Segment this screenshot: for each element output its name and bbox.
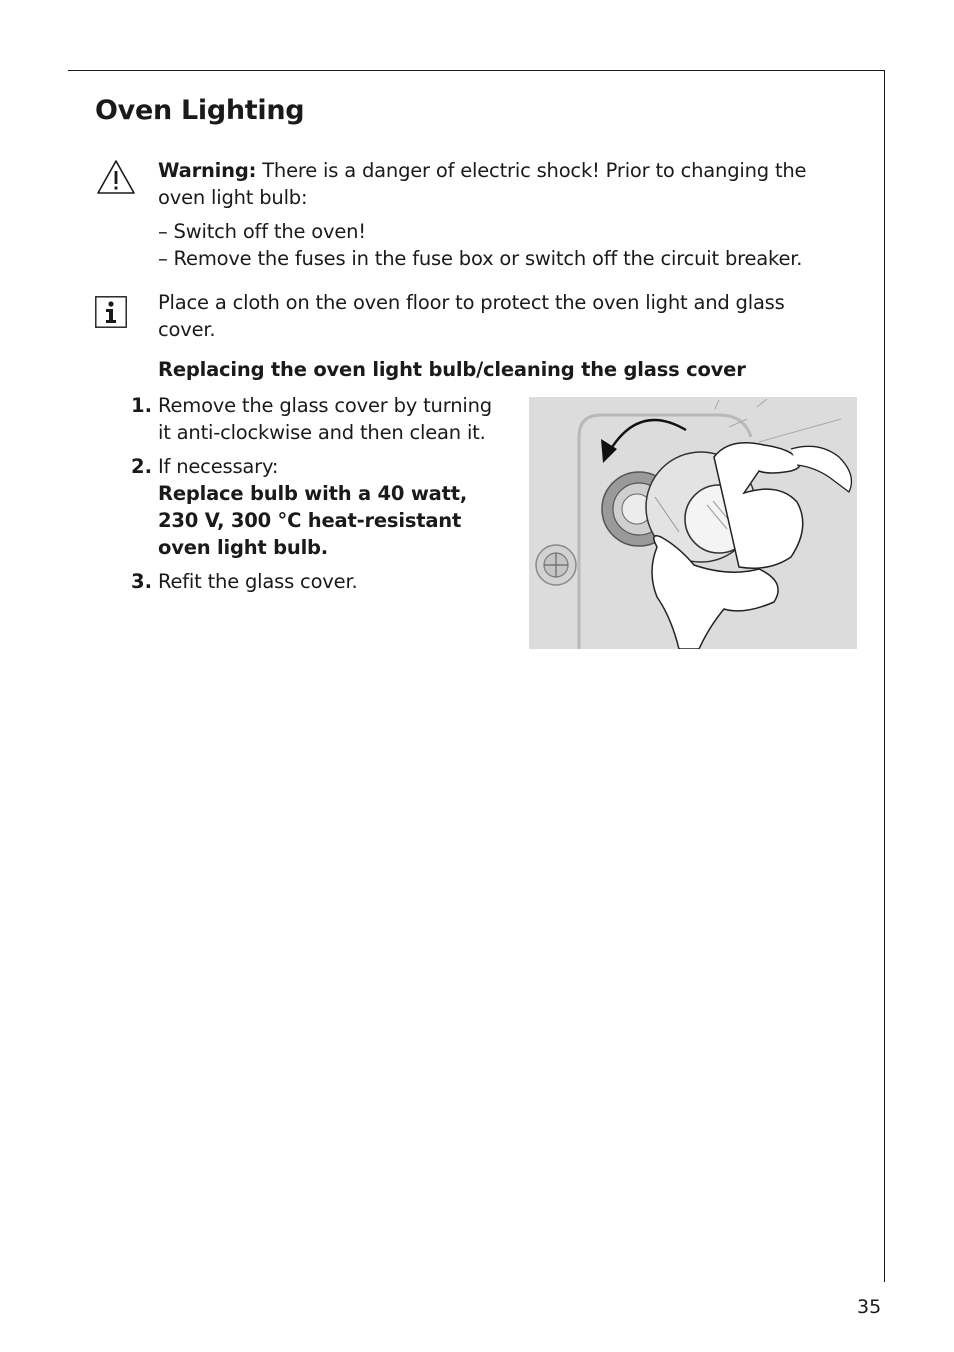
subheading: Replacing the oven light bulb/cleaning the glass cover bbox=[158, 358, 746, 381]
top-rule bbox=[68, 70, 885, 71]
step-2-bold-line-1: Replace bulb with a 40 watt, bbox=[158, 482, 468, 505]
warning-line-1 bbox=[158, 157, 806, 184]
step-1-line-2: it anti-clockwise and then clean it. bbox=[158, 421, 486, 444]
warning-item-2: – Remove the fuses in the fuse box or switch off the circuit breaker. bbox=[158, 247, 803, 270]
step-2-bold-line-2: 230 V, 300 °C heat-resistant bbox=[158, 509, 462, 532]
warning-line-2: oven light bulb: bbox=[158, 186, 308, 209]
right-rule bbox=[884, 70, 885, 1282]
page-title: Oven Lighting bbox=[95, 95, 305, 126]
info-line-2: cover. bbox=[158, 318, 216, 341]
page-number: 35 bbox=[857, 1296, 882, 1318]
step-1-number: 1. bbox=[131, 394, 152, 417]
warning-triangle-icon bbox=[95, 158, 137, 196]
warning-label: Warning: bbox=[158, 159, 257, 182]
step-2-line-1: If necessary: bbox=[158, 455, 279, 478]
step-2-bold-line-3: oven light bulb. bbox=[158, 536, 329, 559]
info-icon bbox=[95, 296, 127, 328]
step-3-line-1: Refit the glass cover. bbox=[158, 570, 358, 593]
info-line-1: Place a cloth on the oven floor to protect the oven light and glass bbox=[158, 291, 785, 314]
warning-text: There is a danger of electric shock! Prior to changing the bbox=[262, 159, 807, 182]
step-3-number: 3. bbox=[131, 570, 152, 593]
warning-item-1: – Switch off the oven! bbox=[158, 220, 366, 243]
step-1-line-1: Remove the glass cover by turning bbox=[158, 394, 492, 417]
oven-light-illustration bbox=[529, 397, 857, 649]
step-2-number: 2. bbox=[131, 455, 152, 478]
